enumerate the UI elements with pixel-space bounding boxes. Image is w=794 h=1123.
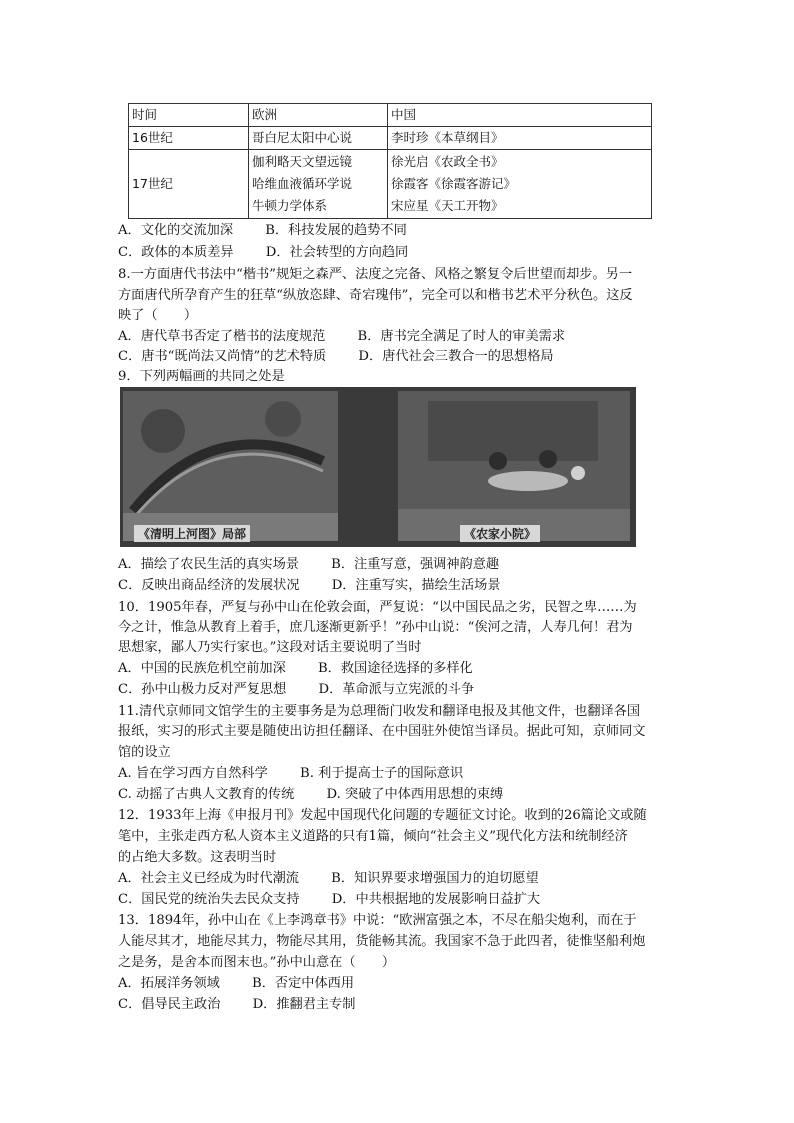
q7-option-c: C．政体的本质差异 (118, 245, 234, 260)
q11-option-a: A. 旨在学习西方自然科学 (118, 766, 268, 781)
q9-option-a: A．描绘了农民生活的真实场景 (118, 557, 299, 572)
table-cell-europe: 哥白尼太阳中心说 (249, 127, 388, 150)
q13-options-row-1 (118, 974, 354, 994)
q11-stem-line: 11.清代京师同文馆学生的主要事务是为总理衙门收发和翻译电报及其他文件，也翻译各国 (118, 704, 641, 719)
q13-option-a: A．拓展洋务领域 (118, 976, 220, 991)
q7-option-d: D．社会转型的方向趋同 (265, 245, 409, 260)
q10-stem-line: 今之计，惟急从教育上着手，庶几逐渐更新乎！”孙中山说：“俟河之清，人寿几何！君为 (118, 620, 633, 635)
q13-options-row-2 (118, 995, 356, 1015)
q8-option-d: D．唐代社会三教合一的思想格局 (358, 349, 554, 364)
table-cell-line: 宋应星《天工开物》 (391, 198, 504, 213)
table-cell-time: 16世纪 (129, 127, 249, 150)
q9-option-b: B．注重写意，强调神韵意趣 (331, 557, 500, 572)
farmyard-painting-graphic (398, 391, 630, 541)
q13-option-b: B．否定中体西用 (252, 976, 355, 991)
q12-option-d: D．中共根据地的发展影响日益扩大 (331, 892, 541, 907)
q12-option-c: C．国民党的统治失去民众支持 (118, 892, 300, 907)
q8-options-row-1 (118, 327, 565, 347)
paintings-figure (120, 387, 636, 547)
q10-options-row-2 (118, 680, 474, 700)
table-cell-line: 徐光启《农政全书》 (391, 154, 504, 169)
q12-options-row-1 (118, 869, 539, 889)
q9-option-c: C．反映出商品经济的发展状况 (118, 578, 300, 593)
q10-option-a: A．中国的民族危机空前加深 (118, 661, 286, 676)
caption-qingming: 《清明上河图》局部 (134, 525, 250, 542)
q11-options-row-2 (118, 785, 503, 805)
q8-option-a: A．唐代草书否定了楷书的法度规范 (118, 329, 326, 344)
comparison-table (128, 103, 652, 219)
table-row (129, 150, 652, 219)
q11-stem-line: 报纸，实习的形式主要是随使出访担任翻译、在中国驻外使馆当译员。据此可知，京师同文 (118, 724, 646, 739)
table-cell-line: 伽利略天文望远镜 (252, 154, 353, 169)
q8-stem-line: 8.一方面唐代书法中“楷书”规矩之森严、法度之完备、风格之繁复令后世望而却步。另一 (118, 267, 632, 282)
table-header-time: 时间 (129, 104, 249, 127)
table-cell-line: 哈维血液循环学说 (252, 176, 353, 191)
q12-stem-line: 笔中，主张走西方私人资本主义道路的只有1篇，倾向“社会主义”现代化方法和统制经济 (118, 829, 628, 844)
q10-option-d: D．革命派与立宪派的斗争 (318, 682, 475, 697)
q8-stem-line: 映了（ ） (118, 308, 198, 323)
q7-option-b: B．科技发展的趋势不同 (265, 223, 407, 238)
qingming-painting-image (123, 391, 338, 541)
table-cell-china: 李时珍《本草纲目》 (388, 127, 652, 150)
table-row (129, 127, 652, 150)
q10-stem-line: 思想家，鄙人乃实行家也。”这段对话主要说明了当时 (118, 640, 422, 655)
farmyard-painting-image (398, 391, 630, 541)
q7-option-a: A．文化的交流加深 (118, 223, 234, 238)
q7-options-row-2 (118, 243, 408, 263)
q12-option-b: B．知识界要求增强国力的迫切愿望 (331, 871, 539, 886)
caption-farmyard: 《农家小院》 (460, 525, 540, 542)
q8-option-c: C．唐书“既尚法又尚情”的艺术特质 (118, 349, 327, 364)
q10-option-b: B．救国途径选择的多样化 (317, 661, 473, 676)
q9-option-d: D．注重写实，描绘生活场景 (331, 578, 501, 593)
q8-options-row-2 (118, 347, 554, 367)
q8-option-b: B．唐书完全满足了时人的审美需求 (357, 329, 566, 344)
q9-options-row-1 (118, 555, 499, 575)
q8-stem-line: 方面唐代所孕育产生的狂草“纵放恣肆、奇宕瑰伟”，完全可以和楷书艺术平分秋色。这反 (118, 288, 633, 303)
table-header-china: 中国 (388, 104, 652, 127)
q11-option-c: C. 动摇了古典人文教育的传统 (118, 787, 295, 802)
q12-stem-line: 的占绝大多数。这表明当时 (118, 850, 277, 865)
q13-option-c: C．倡导民主政治 (118, 997, 221, 1012)
q7-options-row-1 (118, 221, 407, 241)
table-cell-line: 牛顿力学体系 (252, 198, 328, 213)
q11-option-b: B. 利于提高士子的国际意识 (300, 766, 464, 781)
q12-stem-line: 12．1933年上海《申报月刊》发起中国现代化问题的专题征文讨论。收到的26篇论文或随 (118, 808, 647, 823)
table-cell-europe (249, 150, 388, 219)
q11-options-row-1 (118, 764, 463, 784)
table-header-europe: 欧洲 (249, 104, 388, 127)
q11-stem-line: 馆的设立 (118, 745, 171, 760)
table-cell-time: 17世纪 (129, 150, 249, 219)
q10-option-c: C．孙中山极力反对严复思想 (118, 682, 287, 697)
q12-option-a: A．社会主义已经成为时代潮流 (118, 871, 299, 886)
table-cell-china (388, 150, 652, 219)
qingming-painting-graphic (123, 391, 338, 541)
q11-option-d: D. 突破了中体西用思想的束缚 (326, 787, 504, 802)
q13-stem-line: 之是务，是舍本而图末也。”孙中山意在（ ） (118, 955, 396, 970)
q13-stem-line: 人能尽其才，地能尽其力，物能尽其用，货能畅其流。我国家不急于此四者，徒惟坚船利炮 (118, 934, 646, 949)
table-cell-line: 徐霞客《徐霞客游记》 (391, 176, 517, 191)
q12-options-row-2 (118, 890, 540, 910)
table-header-row (129, 104, 652, 127)
q9-stem: 9．下列两幅画的共同之处是 (118, 369, 285, 384)
q10-stem-line: 10．1905年春，严复与孙中山在伦敦会面，严复说：“以中国民品之劣，民智之卑……为 (118, 600, 637, 615)
q10-options-row-1 (118, 659, 473, 679)
q13-stem-line: 13．1894年，孙中山在《上李鸿章书》中说：“欧洲富强之本，不尽在船尖炮利，而在于 (118, 913, 637, 928)
q9-options-row-2 (118, 576, 501, 596)
q13-option-d: D．推翻君主专制 (252, 997, 356, 1012)
